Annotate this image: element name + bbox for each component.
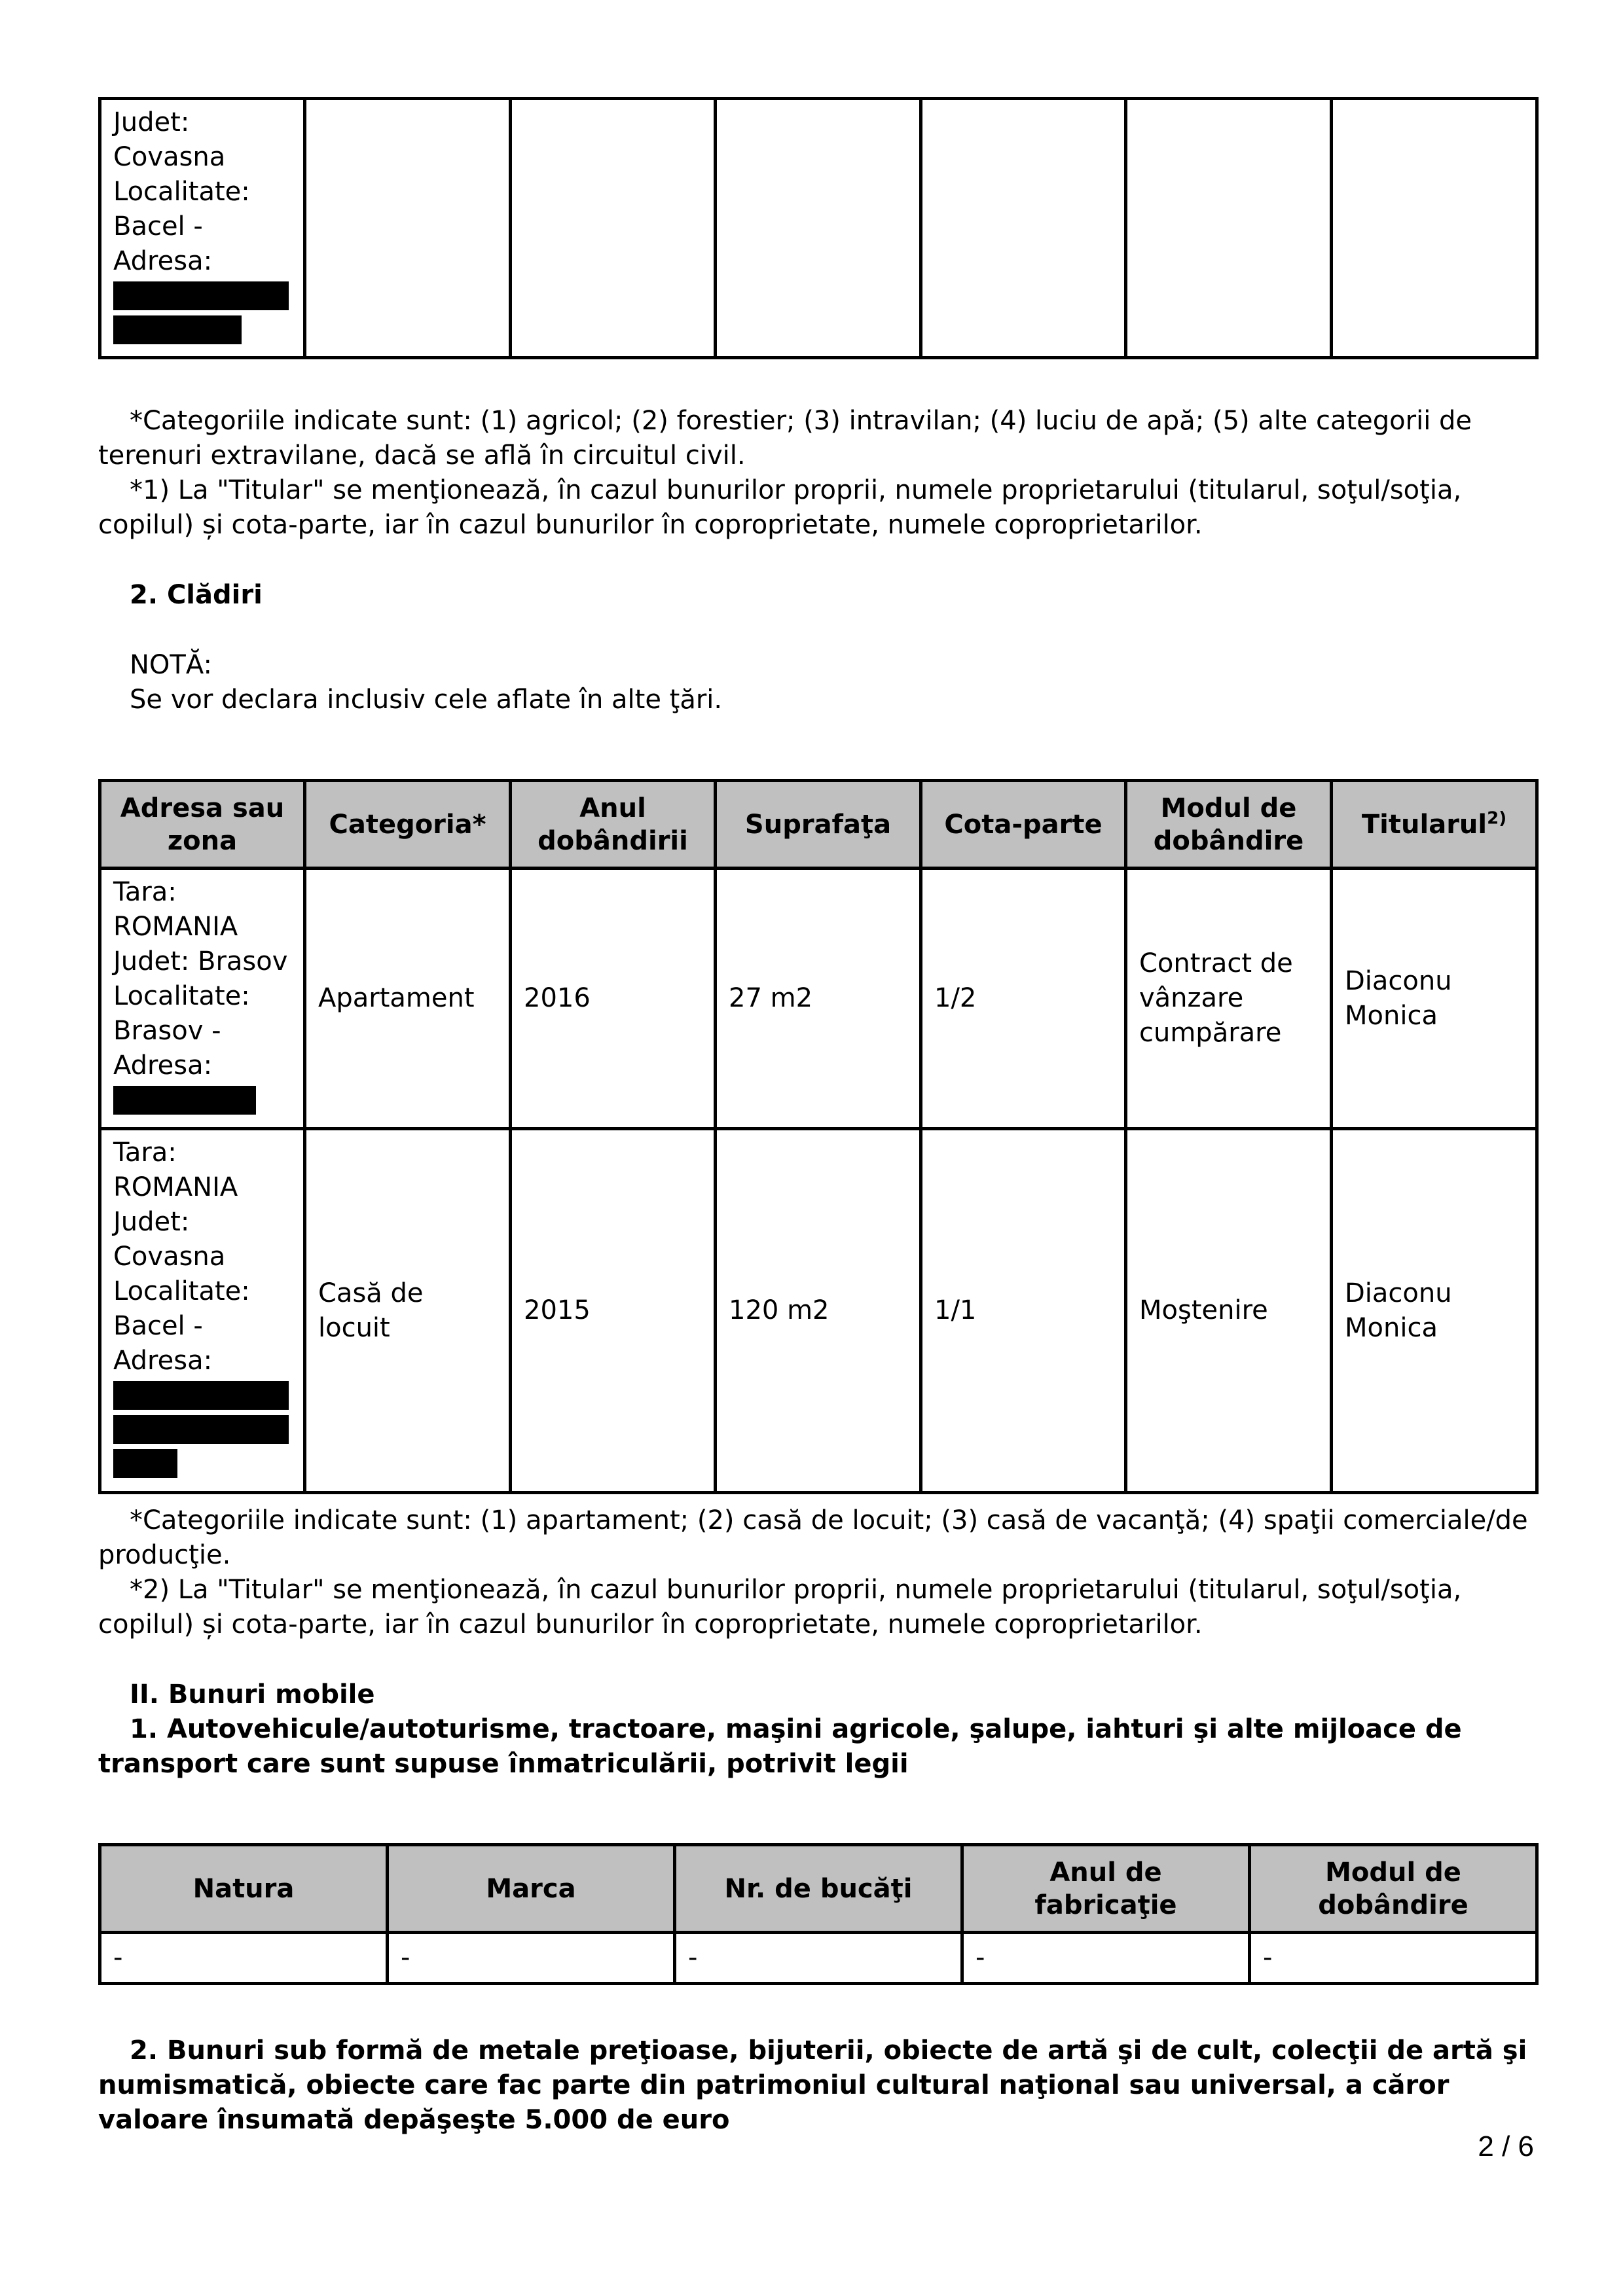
table-row — [100, 99, 1537, 358]
empty-cell — [511, 99, 716, 358]
header-address: Adresa sau zona — [100, 781, 305, 869]
address-line: Adresa: — [113, 246, 213, 276]
table-header-row — [100, 781, 1537, 869]
address-line: Covasna — [113, 142, 226, 172]
empty-cell — [1332, 99, 1537, 358]
header-category: Categoria* — [305, 781, 511, 869]
redaction-bar — [113, 1415, 289, 1444]
header-holder-label: Titularul — [1361, 809, 1487, 840]
address-cell — [100, 1129, 305, 1493]
category-cell: Apartament — [305, 869, 511, 1129]
area-cell: 120 m2 — [716, 1129, 921, 1493]
address-line: Tara: — [113, 877, 177, 907]
header-mode: Modul de dobândire — [1250, 1845, 1537, 1933]
address-line: Judet: — [113, 1207, 190, 1237]
header-count: Nr. de bucăţi — [675, 1845, 962, 1933]
table-header-row — [100, 1845, 1537, 1933]
address-line: Adresa: — [113, 1346, 213, 1376]
empty-cell — [921, 99, 1126, 358]
land-table-continued — [98, 97, 1539, 359]
header-area: Suprafaţa — [716, 781, 921, 869]
header-mode: Modul de dobândire — [1126, 781, 1332, 869]
brand-cell: - — [388, 1933, 675, 1984]
land-titular-note: *1) La "Titular" se menţionează, în cazul bunurilor proprii, numele proprietarului (titularul, soţul/soţia, copilul) și cota-parte, iar în cazul bunurilor în coproprietate, numele coproprietarilor. — [98, 475, 1462, 540]
manufacture-year-cell: - — [962, 1933, 1250, 1984]
redaction-bar — [113, 1086, 256, 1115]
vehicles-table — [98, 1843, 1539, 1985]
note-text: Se vor declara inclusiv cele aflate în alte ţări. — [130, 685, 723, 715]
buildings-categories-note: *Categoriile indicate sunt: (1) apartament; (2) casă de locuit; (3) casă de vacanţă; (4) spaţii comerciale/de producţie. — [98, 1505, 1528, 1570]
address-line: Judet: Brasov — [113, 946, 288, 977]
address-line: Localitate: — [113, 981, 250, 1011]
header-year: Anul dobândirii — [511, 781, 716, 869]
document-page — [98, 97, 1535, 2138]
header-nature: Natura — [100, 1845, 388, 1933]
header-share: Cota-parte — [921, 781, 1126, 869]
holder-cell: Diaconu Monica — [1332, 869, 1537, 1129]
table-row — [100, 869, 1537, 1129]
address-line: Judet: — [113, 107, 190, 137]
mode-cell: - — [1250, 1933, 1537, 1984]
table-row — [100, 1129, 1537, 1493]
nature-cell: - — [100, 1933, 388, 1984]
header-holder — [1332, 781, 1537, 869]
buildings-heading: 2. Clădiri — [130, 580, 263, 610]
mode-cell: Contract de vânzare cumpărare — [1126, 869, 1332, 1129]
address-line: Bacel - — [113, 1311, 203, 1341]
year-cell: 2016 — [511, 869, 716, 1129]
note-label: NOTĂ: — [130, 650, 212, 680]
mode-cell: Moştenire — [1126, 1129, 1332, 1493]
address-line: Covasna — [113, 1242, 226, 1272]
redaction-bar — [113, 315, 242, 344]
address-line: Brasov - — [113, 1016, 221, 1046]
address-line: Tara: — [113, 1138, 177, 1168]
buildings-table — [98, 779, 1539, 1494]
page-number: 2 / 6 — [1478, 2130, 1534, 2162]
address-line: Adresa: — [113, 1050, 213, 1081]
movables-heading: II. Bunuri mobile — [130, 1679, 375, 1710]
redaction-bar — [113, 1449, 177, 1478]
share-cell: 1/2 — [921, 869, 1126, 1129]
address-line: Bacel - — [113, 211, 203, 242]
empty-cell — [305, 99, 511, 358]
address-cell — [100, 869, 305, 1129]
land-categories-note: *Categoriile indicate sunt: (1) agricol; (2) forestier; (3) intravilan; (4) luciu de apă; (5) alte categorii de terenuri extravilane, dacă se află în circuitul civil. — [98, 406, 1472, 471]
header-holder-footnote: 2) — [1487, 808, 1507, 829]
header-brand: Marca — [388, 1845, 675, 1933]
address-line: Localitate: — [113, 177, 250, 207]
redaction-bar — [113, 281, 289, 310]
buildings-titular-note: *2) La "Titular" se menţionează, în cazul bunurilor proprii, numele proprietarului (titularul, soţul/soţia, copilul) și cota-parte, iar în cazul bunurilor în coproprietate, numele coproprietarilor. — [98, 1575, 1462, 1640]
address-line: ROMANIA — [113, 912, 238, 942]
year-cell: 2015 — [511, 1129, 716, 1493]
redaction-bar — [113, 1381, 289, 1410]
category-cell: Casă de locuit — [305, 1129, 511, 1493]
empty-cell — [716, 99, 921, 358]
empty-cell — [1126, 99, 1332, 358]
header-manufacture-year: Anul de fabricaţie — [962, 1845, 1250, 1933]
address-line: ROMANIA — [113, 1172, 238, 1202]
vehicles-heading: 1. Autovehicule/autoturisme, tractoare, maşini agricole, şalupe, iahturi şi alte mijloace de transport care sunt supuse înmatriculării, potrivit legii — [98, 1714, 1462, 1779]
valuables-heading: 2. Bunuri sub formă de metale preţioase, bijuterii, obiecte de artă şi de cult, colecţii de artă şi numismatică, obiecte care fac parte din patrimoniul cultural naţional sau universal, a căror valoare însumată depăşeşte 5.000 de euro — [98, 2036, 1527, 2135]
address-cell — [100, 99, 305, 358]
area-cell: 27 m2 — [716, 869, 921, 1129]
share-cell: 1/1 — [921, 1129, 1126, 1493]
table-row — [100, 1933, 1537, 1984]
holder-cell: Diaconu Monica — [1332, 1129, 1537, 1493]
count-cell: - — [675, 1933, 962, 1984]
address-line: Localitate: — [113, 1276, 250, 1306]
